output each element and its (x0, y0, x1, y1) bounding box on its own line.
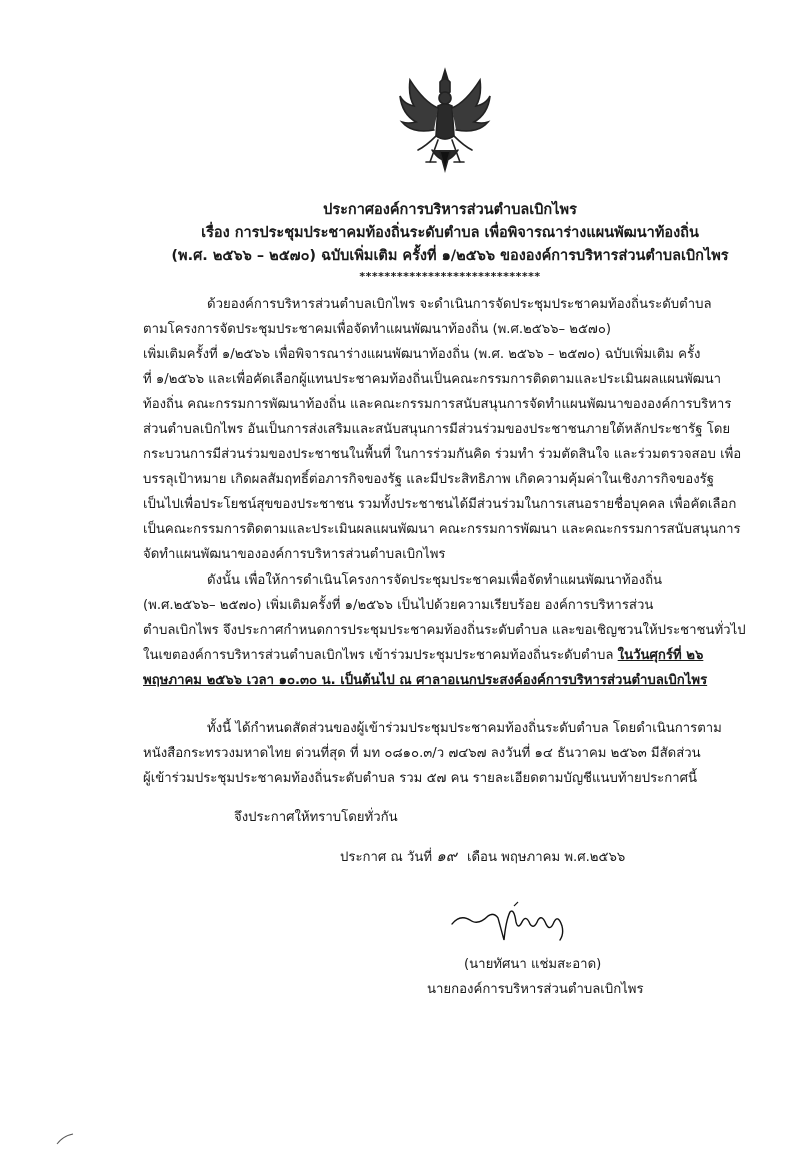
paragraph-line: จัดทำแผนพัฒนาขององค์การบริหารส่วนตำบลเบิกไพร (143, 547, 446, 562)
date-line (340, 846, 625, 868)
paragraph-line: ดังนั้น เพื่อให้การดำเนินโครงการจัดประชุมประชาคมเพื่อจัดทำแผนพัฒนาท้องถิ่น (207, 573, 663, 588)
paragraph-line: หนังสือกระทรวงมหาดไทย ด่วนที่สุด ที่ มท ๐๘๑๐.๓/ว ๗๔๖๗ ลงวันที่ ๑๔ ธันวาคม ๒๕๖๓ มีสัดส่วน (143, 746, 701, 761)
closing-statement: จึงประกาศให้ทราบโดยทั่วกัน (234, 810, 398, 825)
paragraph-line: กระบวนการมีส่วนร่วมของประชาชนในพื้นที่ ในการร่วมกันคิด ร่วมทำ ร่วมตัดสินใจ และร่วมตรวจสอบ เพื่อ (143, 447, 742, 462)
paragraph-3 (143, 716, 768, 791)
meeting-time-place-highlight: พฤษภาคม ๒๕๖๖ เวลา ๑๐.๓๐ น. เป็นต้นไป ณ ศาลาอเนกประสงค์องค์การบริหารส่วนตำบลเบิกไพร (143, 673, 708, 688)
paragraph-line: ตามโครงการจัดประชุมประชาคมเพื่อจัดทำแผนพัฒนาท้องถิ่น (พ.ศ.๒๕๖๖– ๒๕๗๐) (143, 322, 612, 337)
separator-stars: ***************************** (359, 270, 541, 283)
date-day-handwritten: ๑๙ (436, 847, 457, 865)
paragraph-text: ในเขตองค์การบริหารส่วนตำบลเบิกไพร เข้าร่วมประชุมประชาคมท้องถิ่นระดับตำบล (143, 648, 618, 663)
paragraph-line: ส่วนตำบลเบิกไพร อันเป็นการส่งเสริมและสนับสนุนการมีส่วนร่วมของประชาชนภายใต้หลักประชารัฐ โดย (143, 422, 731, 437)
paragraph-line: ที่ ๑/๒๕๖๖ และเพื่อคัดเลือกผู้แทนประชาคมท้องถิ่นเป็นคณะกรรมการติดตามและประเมินผลแผนพัฒนา (143, 372, 721, 387)
paragraph-line: เพิ่มเติมครั้งที่ ๑/๒๕๖๖ เพื่อพิจารณาร่างแผนพัฒนาท้องถิ่น (พ.ศ. ๒๕๖๖ – ๒๕๗๐) ฉบับเพิ่มเติม ครั้ง (143, 347, 701, 362)
garuda-emblem (396, 66, 494, 174)
date-month-year: เดือน พฤษภาคม พ.ศ.๒๕๖๖ (466, 850, 626, 865)
paragraph-line: (พ.ศ.๒๕๖๖– ๒๕๗๐) เพิ่มเติมครั้งที่ ๑/๒๕๖๖ เป็นไปด้วยความเรียบร้อย องค์การบริหารส่วน (143, 598, 654, 613)
signatory-name: (นายทัศนา แช่มสะอาด) (464, 957, 602, 972)
meeting-date-highlight: ในวันศุกร์ที่ ๒๖ (617, 648, 704, 663)
paragraph-2 (143, 568, 768, 693)
handwritten-signature (448, 900, 588, 950)
paragraph-line: เป็นคณะกรรมการติดตามและประเมินผลแผนพัฒนา คณะกรรมการพัฒนา และคณะกรรมการสนับสนุนการ (143, 522, 741, 537)
paragraph-line: ผู้เข้าร่วมประชุมประชาคมท้องถิ่นระดับตำบล รวม ๕๗ คน รายละเอียดตามบัญชีแนบท้ายประกาศนี้ (143, 771, 698, 786)
announcement-title: ประกาศองค์การบริหารส่วนตำบลเบิกไพร (323, 202, 577, 218)
paragraph-line: ท้องถิ่น คณะกรรมการพัฒนาท้องถิ่น และคณะกรรมการสนับสนุนการจัดทำแผนพัฒนาขององค์การบริหาร (143, 397, 732, 412)
signatory-position: นายกองค์การบริหารส่วนตำบลเบิกไพร (427, 982, 644, 997)
paragraph-line: ตำบลเบิกไพร จึงประกาศกำหนดการประชุมประชาคมท้องถิ่นระดับตำบล และขอเชิญชวนให้ประชาชนทั่วไป (143, 623, 746, 638)
stray-pen-mark (55, 1132, 75, 1146)
paragraph-line: บรรลุเป้าหมาย เกิดผลสัมฤทธิ์ต่อภารกิจของรัฐ และมีประสิทธิภาพ เกิดความคุ้มค่าในเชิงภารกิจของรัฐ (143, 472, 715, 487)
paragraph-1 (143, 292, 768, 567)
paragraph-line: ด้วยองค์การบริหารส่วนตำบลเบิกไพร จะดำเนินการจัดประชุมประชาคมท้องถิ่นระดับตำบล (207, 297, 712, 312)
announcement-subject-continued: (พ.ศ. ๒๕๖๖ – ๒๕๗๐) ฉบับเพิ่มเติม ครั้งที่ ๑/๒๕๖๖ ขององค์การบริหารส่วนตำบลเบิกไพร (171, 248, 729, 264)
paragraph-line (143, 643, 768, 668)
paragraph-line: ทั้งนี้ ได้กำหนดสัดส่วนของผู้เข้าร่วมประชุมประชาคมท้องถิ่นระดับตำบล โดยดำเนินการตาม (207, 721, 722, 736)
date-prefix: ประกาศ ณ วันที่ (340, 850, 433, 865)
paragraph-line: เป็นไปเพื่อประโยชน์สุขของประชาชน รวมทั้งประชาชนได้มีส่วนร่วมในการเสนอรายชื่อบุคคล เพื่อคัดเลือก (143, 497, 737, 512)
announcement-subject: เรื่อง การประชุมประชาคมท้องถิ่นระดับตำบล เพื่อพิจารณาร่างแผนพัฒนาท้องถิ่น (201, 225, 699, 241)
